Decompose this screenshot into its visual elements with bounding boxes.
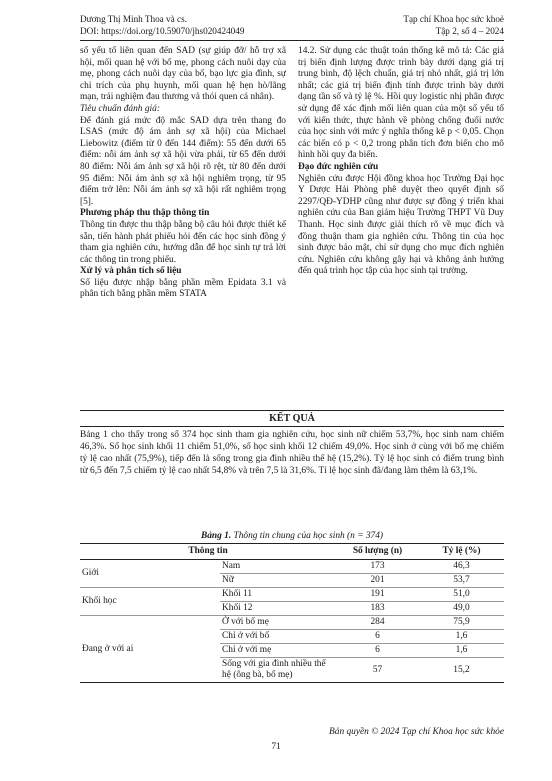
- table-row: [80, 560, 504, 574]
- paragraph: 14.2. Sử dụng các thuật toán thống kê mô tả: Các giá trị biến định lượng được trình bày dưới dạng giá trị trung bình, độ lệch chuẩn, giá trị nhỏ nhất, giá trị lớn nhất; các giá trị biến định tính được trình bày dưới dạng tần số và tỷ lệ %. Hồi quy logistic nhị phân được sử dụng để xác định mối liên quan của một số yếu tố với kiến thức, thực hành về phòng chống đuối nước của học sinh với mức ý nghĩa thống kê p < 0,05. Chọn các biến có p < 0,2 trong phân tích đơn biến cho mô hình hồi quy đa biến.: [298, 46, 504, 161]
- footer-copyright: Bản quyền © 2024 Tạp chí Khoa học sức khỏe: [329, 727, 504, 737]
- row-percent: 51,0: [419, 588, 504, 602]
- left-column: [80, 46, 286, 301]
- group-label-grade: Khối học: [80, 588, 220, 616]
- heading-ethics: Đạo đức nghiên cứu: [298, 161, 379, 172]
- results-paragraph: Bảng 1 cho thấy trong số 374 học sinh tham gia nghiên cứu, học sinh nữ chiếm 53,7%, học sinh nam chiếm 46,3%. Số học sinh khối 11 chiếm 51,0%, số học sinh khối 12 chiếm 49,0%. Học sinh ở cùng với bố mẹ chiếm tỷ lệ cao nhất (75,9%), tiếp đến là sống trong gia đình nhiều thế hệ (15,2%). Tỷ lệ học sinh có điểm trung bình từ 6,5 đến 7,5 chiếm tỷ lệ cao nhất 54,8% và trên 7,5 là 31,6%. Tỉ lệ học sinh đã/đang làm thêm là 63,1%.: [80, 430, 504, 477]
- table-caption-text: Thông tin chung của học sinh (n = 374): [233, 531, 384, 541]
- subheading-criteria: Tiêu chuẩn đánh giá:: [80, 103, 160, 114]
- group-label-gender: Giới: [80, 560, 220, 588]
- paragraph: số yếu tố liên quan đến SAD (sự giúp đỡ/ hỗ trợ xã hội, mối quan hệ với bố mẹ, phong cách nuôi dạy của mẹ, phong cách nuôi dạy của bố, bạo lực gia đình, sự chỉ trích của phụ huynh, mối quan hệ hẹn hò/lãng mạn, trải nghiệm đau thương và thói quen cá nhân).: [80, 46, 286, 103]
- row-count: 173: [336, 560, 419, 574]
- row-label: Khối 11: [220, 588, 336, 602]
- heading-data-analysis: Xử lý và phân tích số liệu: [80, 266, 182, 277]
- header-percent: Tỷ lệ (%): [419, 544, 504, 560]
- row-count: 57: [336, 658, 419, 683]
- heading-data-collection: Phương pháp thu thập thông tin: [80, 208, 210, 219]
- row-count: 6: [336, 644, 419, 658]
- header-rule: [80, 40, 504, 41]
- paragraph: Nghiên cứu được Hội đồng khoa học Trường Đại học Y Dược Hải Phòng phê duyệt theo quyết định số 2297/QĐ-YDHP cũng như được sự đồng ý triển khai nghiên cứu của Ban giám hiệu Trường THPT Vũ Duy Thanh. Học sinh được giải thích rõ về mục đích và đồng thuận tham gia nghiên cứu. Thông tin của học sinh được bảo mật, chỉ sử dụng cho mục đích nghiên cứu. Nghiên cứu không gây hại và không ảnh hưởng đến quá trình học tập của học sinh tại trường.: [298, 173, 504, 277]
- right-column: [298, 46, 504, 278]
- page-number: 71: [271, 742, 281, 752]
- header-authors: Dương Thị Minh Thoa và cs.: [80, 14, 187, 24]
- header-issue: Tập 2, số 4 – 2024: [435, 25, 504, 36]
- header-doi[interactable]: DOI: https://doi.org/10.59070/jhs020424049: [80, 25, 245, 36]
- table-header-row: [80, 544, 504, 560]
- group-label-living: Đang ở với ai: [80, 616, 220, 683]
- row-count: 201: [336, 574, 419, 588]
- row-count: 191: [336, 588, 419, 602]
- results-section: [80, 410, 504, 477]
- table-caption: [80, 531, 504, 542]
- table-caption-label: Bảng 1.: [200, 531, 232, 541]
- paragraph: Để đánh giá mức độ mắc SAD dựa trên thang đo LSAS (mức độ ám ảnh sợ xã hội) của Michael Liebowitz (điểm từ 0 đến 144 điểm): 55 đến dưới 65 điểm: nỗi ám ảnh sợ xã hội vừa phải, từ 65 đến dưới 80 điểm: Nỗi ám ảnh sợ xã hội rõ rệt, từ 80 đến dưới 95 điểm: Nỗi ám ảnh sợ xã hội nghiêm trọng, từ 95 điểm trở lên: Nỗi ám ảnh sợ xã hội rất nghiêm trọng [5].: [80, 115, 286, 207]
- row-label: Chỉ ở với mẹ: [220, 644, 336, 658]
- header-info: Thông tin: [80, 544, 336, 560]
- row-count: 284: [336, 616, 419, 630]
- row-percent: 49,0: [419, 602, 504, 616]
- general-info-table: [80, 543, 504, 683]
- row-percent: 75,9: [419, 616, 504, 630]
- paragraph: Số liệu được nhập bằng phần mềm Epidata 3.1 và phân tích bằng phần mềm STATA: [80, 277, 286, 300]
- row-percent: 1,6: [419, 630, 504, 644]
- header-count: Số lượng (n): [336, 544, 419, 560]
- row-percent: 1,6: [419, 644, 504, 658]
- row-label: Nam: [220, 560, 336, 574]
- row-label: Nữ: [220, 574, 336, 588]
- row-percent: 46,3: [419, 560, 504, 574]
- table-row: [80, 616, 504, 630]
- row-count: 6: [336, 630, 419, 644]
- results-heading: KẾT QUẢ: [80, 410, 504, 427]
- row-label: Khối 12: [220, 602, 336, 616]
- header-journal: Tạp chí Khoa học sức khoẻ: [403, 14, 504, 24]
- row-label: Ở với bố mẹ: [220, 616, 336, 630]
- row-count: 183: [336, 602, 419, 616]
- paragraph: Thông tin được thu thập bằng bộ câu hỏi được thiết kế sẵn, tiến hành phát phiếu hỏi đến các học sinh đồng ý tham gia nghiên cứu, hướng dẫn để học sinh tự trả lời các thông tin trong phiếu.: [80, 219, 286, 265]
- row-percent: 15,2: [419, 658, 504, 683]
- table-row: [80, 588, 504, 602]
- row-percent: 53,7: [419, 574, 504, 588]
- row-label: Chỉ ở với bố: [220, 630, 336, 644]
- row-label: Sống với gia đình nhiều thế hệ (ông bà, bố mẹ): [220, 658, 336, 683]
